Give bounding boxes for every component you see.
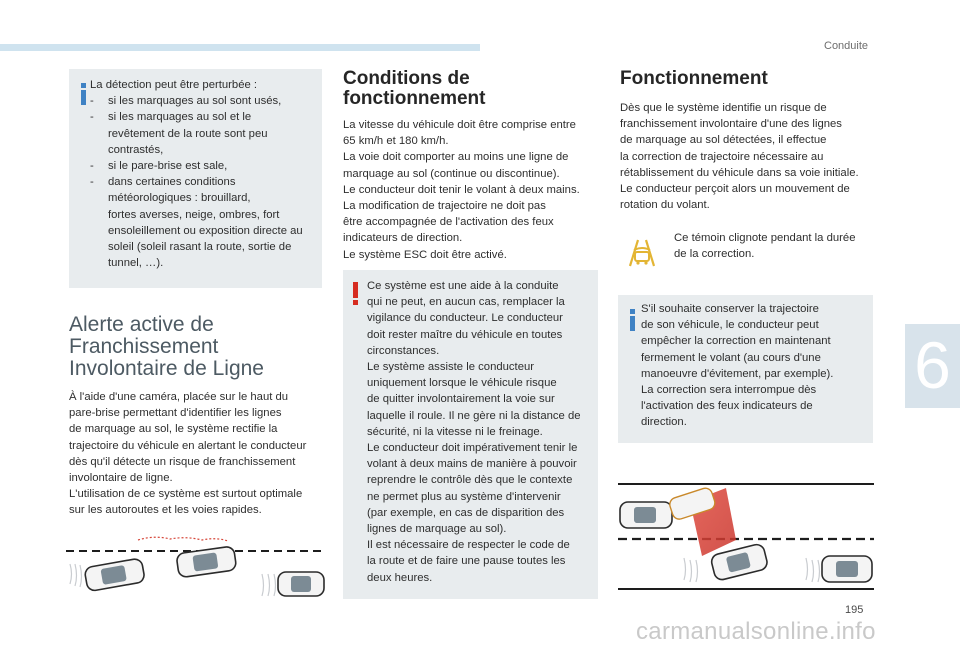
info-icon: [629, 309, 636, 331]
paragraph-line: La voie doit comporter au moins une ligne de: [343, 151, 569, 164]
paragraph-line: rotation du volant.: [620, 199, 710, 212]
list-item-continuation: ensoleillement ou exposition directe au: [108, 224, 303, 237]
paragraph-line: être accompagnée de l'activation des feux: [343, 216, 554, 229]
warning-text: [367, 278, 597, 586]
conditions-heading-line: Conditions de: [343, 68, 470, 89]
override-info-text: [641, 301, 871, 431]
paragraph-line: la correction de trajectoire nécessaire au: [620, 150, 824, 163]
info-line: de son véhicule, le conducteur peut: [641, 319, 819, 332]
list-dash: -: [90, 160, 94, 173]
car-corrected: [710, 543, 769, 581]
page-title-line: Alerte active de: [69, 313, 214, 336]
paragraph-line: sur les autoroutes et les voies rapides.: [69, 504, 262, 517]
warning-line: laquelle il roule. Il ne gère ni la distance de: [367, 409, 581, 422]
car-left: [620, 502, 672, 528]
detection-info-box: [69, 69, 322, 288]
trajectory-correction-illustration: [618, 482, 876, 592]
paragraph-line: rétablissement du véhicule dans sa voie initiale.: [620, 166, 859, 179]
warning-line: Ce système est une aide à la conduite: [367, 280, 559, 292]
warning-line: doit rester maître du véhicule en toutes: [367, 328, 563, 341]
warning-line: uniquement lorsque le véhicule risque: [367, 377, 557, 390]
watermark: carmanualsonline.info: [636, 618, 876, 645]
list-item-continuation: revêtement de la route sont peu: [108, 127, 268, 140]
list-item-continuation: soleil (soleil rasant la route, sortie de: [108, 241, 292, 254]
paragraph-line: La modification de trajectoire ne doit pas: [343, 200, 546, 213]
car-right: [822, 556, 872, 582]
page-number: 195: [845, 604, 864, 616]
info-icon: [80, 83, 87, 105]
safety-warning-box: [343, 270, 598, 599]
list-dash: -: [90, 95, 94, 108]
warning-line: circonstances.: [367, 344, 440, 357]
paragraph-line: Dès que le système identifie un risque de: [620, 102, 827, 114]
page-title-line: Franchissement: [69, 335, 219, 358]
list-item: [90, 174, 320, 190]
lane-assist-warning-lamp-icon: [624, 236, 660, 268]
warning-line: deux heures.: [367, 571, 433, 584]
section-label: Conduite: [824, 40, 869, 52]
list-item-text: dans certaines conditions: [108, 176, 236, 189]
info-line: l'activation des feux indicateurs de: [641, 400, 813, 413]
warning-icon: [352, 282, 360, 306]
list-item-text: si le pare-brise est sale,: [108, 160, 228, 173]
warning-line: sécurité, ni la vitesse ni le freinage.: [367, 425, 543, 438]
paragraph-line: Le système ESC doit être activé.: [343, 248, 507, 261]
chapter-number: 6: [914, 328, 951, 402]
list-item: [90, 93, 320, 109]
conditions-paragraph: [343, 117, 599, 263]
lane-departure-illustration: [66, 534, 326, 604]
paragraph-line: trajectoire du véhicule en alertant le conducteur: [69, 439, 307, 452]
page-title-line: Involontaire de Ligne: [69, 357, 264, 380]
paragraph-line: À l'aide d'une caméra, placée sur le haut du: [69, 391, 289, 403]
paragraph-line: franchissement involontaire d'une des lignes: [620, 118, 842, 131]
chapter-tab: [905, 324, 960, 408]
info-line: direction.: [641, 416, 687, 429]
indicator-line: de la correction.: [674, 248, 755, 261]
info-intro: La détection peut être perturbée :: [90, 79, 258, 91]
warning-line: (par exemple, en cas de disparition des: [367, 506, 565, 519]
warning-line: vigilance du conducteur. Le conducteur: [367, 312, 563, 325]
warning-line: ne permet plus au système d'intervenir: [367, 490, 561, 503]
paragraph-line: Le conducteur perçoit alors un mouvement de: [620, 183, 850, 196]
override-info-box: [618, 295, 873, 443]
info-line: empêcher la correction en maintenant: [641, 335, 831, 348]
intro-paragraph: [69, 389, 329, 519]
warning-line: de quitter involontairement la voie sur: [367, 393, 555, 406]
paragraph-line: 65 km/h et 180 km/h.: [343, 135, 449, 148]
paragraph-line: indicateurs de direction.: [343, 232, 463, 245]
conditions-heading-line: fonctionnement: [343, 88, 486, 109]
paragraph-line: La vitesse du véhicule doit être comprise entre: [343, 119, 576, 131]
info-list: [90, 93, 320, 271]
list-dash: -: [90, 111, 94, 124]
list-item-continuation: tunnel, …).: [108, 257, 164, 270]
warning-line: Le conducteur doit impérativement tenir le: [367, 442, 578, 455]
operation-heading: Fonctionnement: [620, 68, 768, 89]
list-item-text: si les marquages au sol sont usés,: [108, 95, 282, 108]
paragraph-line: dès qu'il détecte un risque de franchissement: [69, 455, 296, 468]
paragraph-line: involontaire de ligne.: [69, 472, 173, 485]
list-item: [90, 109, 320, 125]
paragraph-line: Le conducteur doit tenir le volant à deux mains.: [343, 183, 580, 196]
list-item-continuation: contrastés,: [108, 143, 164, 156]
operation-paragraph: [620, 100, 876, 213]
paragraph-line: de marquage au sol détectées, il effectue: [620, 134, 827, 147]
indicator-description: [674, 230, 874, 262]
paragraph-line: L'utilisation de ce système est surtout optimale: [69, 488, 303, 501]
list-item: [90, 158, 320, 174]
page-title: [69, 314, 329, 380]
warning-line: la route et de faire une pause toutes les: [367, 555, 566, 568]
list-item-continuation: fortes averses, neige, ombres, fort: [108, 208, 280, 221]
correction-path: [138, 537, 228, 541]
paragraph-line: marquage au sol (continue ou discontinue).: [343, 167, 560, 180]
list-dash: -: [90, 176, 94, 189]
info-line: S'il souhaite conserver la trajectoire: [641, 303, 819, 315]
warning-line: lignes de marquage au sol).: [367, 523, 507, 536]
warning-line: Le système assiste le conducteur: [367, 361, 535, 374]
list-item-text: si les marquages au sol et le: [108, 111, 252, 124]
warning-line: Il est nécessaire de respecter le code de: [367, 539, 570, 552]
list-item-continuation: météorologiques : brouillard,: [108, 192, 251, 205]
info-line: manoeuvre d'évitement, par exemple).: [641, 367, 834, 380]
info-line: La correction sera interrompue dès: [641, 384, 817, 397]
indicator-line: Ce témoin clignote pendant la durée: [674, 232, 856, 244]
warning-line: qui ne peut, en aucun cas, remplacer la: [367, 296, 565, 309]
conditions-heading: [343, 69, 593, 109]
warning-line: reprendre le contrôle dès que le contexte: [367, 474, 573, 487]
car-1: [84, 558, 145, 592]
car-3: [278, 572, 324, 596]
info-line: fermement le volant (au cours d'une: [641, 351, 821, 364]
top-color-bar: [0, 44, 480, 51]
warning-line: volant à deux mains de manière à pouvoir: [367, 458, 577, 471]
paragraph-line: de marquage au sol, le système rectifie la: [69, 423, 278, 436]
paragraph-line: pare-brise permettant d'identifier les lignes: [69, 407, 282, 420]
